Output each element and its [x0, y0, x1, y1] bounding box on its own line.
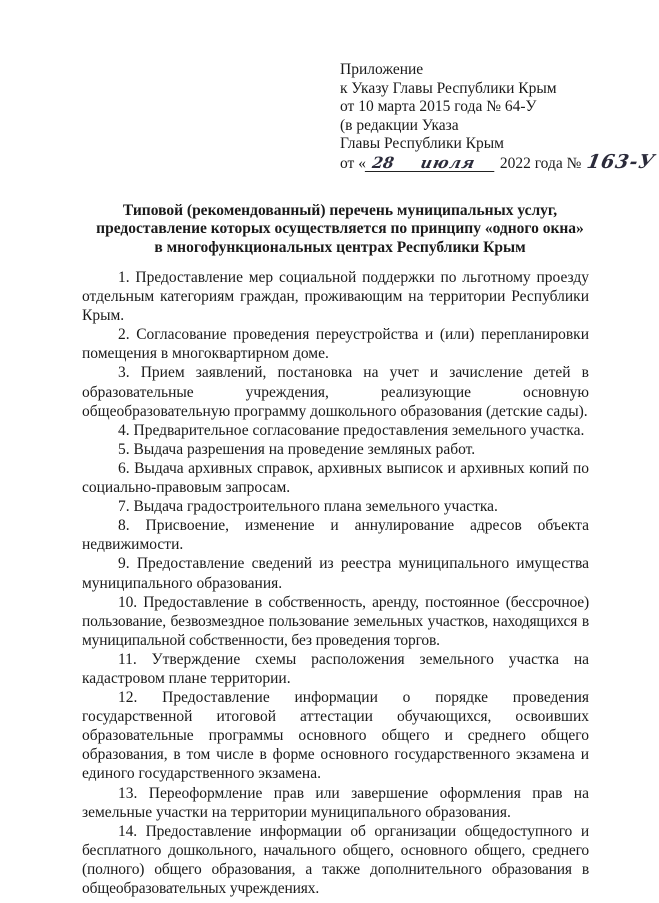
list-item: 1. Предоставление мер социальной поддержки по льготному проезду отдельным категориям граждан, проживающим на территории Республики Крым.	[82, 269, 589, 325]
list-item: 12. Предоставление информации о порядке проведения государственной итоговой аттестации обучающихся, освоивших образовательные программы основного общего и среднего общего образования, в том числе в форме основного государственного экзамена и единого государственного экзамена.	[82, 689, 589, 783]
list-item: 3. Прием заявлений, постановка на учет и зачисление детей в образовательные учреждения, реализующие основную общеобразовательную программу дошкольного образования (детские сады).	[82, 364, 589, 420]
list-item: 5. Выдача разрешения на проведение земляных работ.	[118, 440, 476, 458]
title-line: в многофункциональных центрах Республики Крым	[154, 238, 526, 256]
appendix-line: от 10 марта 2015 года № 64-У	[340, 98, 537, 116]
title-line: Типовой (рекомендованный) перечень муниципальных услуг,	[122, 202, 558, 219]
list-item: 8. Присвоение, изменение и аннулирование адресов объекта недвижимости.	[82, 517, 589, 554]
document-title	[80, 202, 600, 257]
date-year: 2022 года №	[495, 154, 586, 172]
handwritten-month: июля	[398, 155, 498, 172]
list-item: 2. Согласование проведения переустройства и (или) перепланировки помещения в многоквартирном доме.	[82, 326, 589, 363]
appendix-line: к Указу Главы Республики Крым	[340, 79, 557, 97]
list-item: 4. Предварительное согласование предоставления земельного участка.	[118, 421, 585, 439]
list-item: 11. Утверждение схемы расположения земельного участка на кадастровом плане территории.	[82, 650, 589, 687]
list-item: 13. Переоформление прав или завершение оформления прав на земельные участки на территории муниципального образования.	[82, 784, 589, 821]
title-line: предоставление которых осуществляется по принципу «одного окна»	[96, 220, 584, 238]
appendix-line: (в редакции Указа	[340, 116, 459, 134]
list-item: 9. Предоставление сведений из реестра муниципального имущества муниципального образования.	[82, 555, 589, 592]
date-prefix: от «	[340, 154, 366, 172]
appendix-line: Главы Республики Крым	[340, 135, 504, 153]
list-item: 10. Предоставление в собственность, аренду, постоянное (бессрочное) пользование, безвозмездное пользование земельных участков, находящихся в муниципальной собственности, без проведения торгов.	[82, 593, 589, 649]
appendix-date-line	[340, 150, 658, 173]
list-item: 6. Выдача архивных справок, архивных выписок и архивных копий по социально-правовым запросам.	[82, 459, 589, 497]
appendix-line: Приложение	[340, 61, 424, 78]
appendix-header	[340, 61, 657, 173]
handwritten-day: 28	[365, 155, 401, 172]
list-item: 14. Предоставление информации об организации общедоступного и бесплатного дошкольного, начального общего, основного общего, среднего (полного) общего образования, а также дополнительного образования в общеобразовательных учреждениях.	[82, 822, 589, 897]
services-list	[82, 268, 589, 898]
handwritten-decree-number: 163-У	[585, 150, 658, 173]
list-item: 7. Выдача градостроительного плана земельного участка.	[118, 498, 498, 516]
